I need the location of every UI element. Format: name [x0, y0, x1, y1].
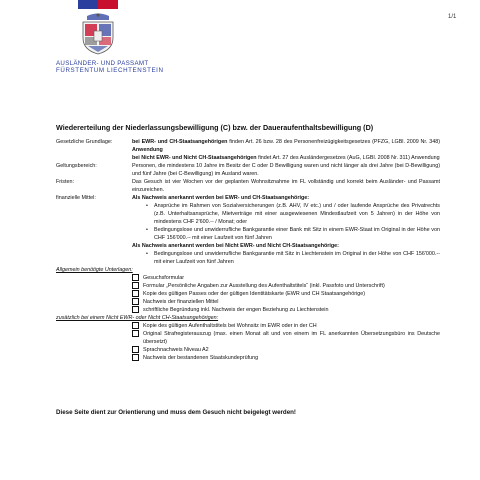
deadline-text: Das Gesuch ist vier Wochen vor der geplanten Wohnsitznahme im FL vollständig und korrekt beim Ausländer- und Passamt einzureichen.	[132, 179, 440, 193]
document-title: Wiedererteilung der Niederlassungsbewilligung (C) bzw. der Daueraufenthaltsbewilligung (D)	[56, 123, 374, 132]
coat-of-arms-icon	[80, 12, 116, 56]
checklist-item-label: Kopie des gültigen Aufenthaltstitels bei Wohnsitz im EWR oder in der CH	[143, 323, 317, 329]
deadline-label: Fristen:	[56, 179, 74, 185]
checklist-item-label: Kopie des gültigen Passes oder der gültigen Identitätskarte (EWR und CH Staatsangehörige)	[143, 291, 366, 297]
legal-ewr-text: finden Art. 26 bzw. 28 des Personenfreizügigkeitsgesetzes (PFZG, LGBl. 2009 Nr. 348)	[227, 139, 440, 145]
scope-text: Personen, die mindestens 10 Jahre im Besitz der C oder D Bewilligung waren und nicht länger als drei Jahre (bei D-Bewilligung) und fünf Jahre (bei C-Bewilligung) im Ausland waren.	[132, 163, 440, 177]
legal-non-ewr-bold: bei Nicht EWR- und Nicht CH-Staatsangehörigen	[132, 155, 257, 161]
checklist-item-label: Formular „Persönliche Angaben zur Ausstellung des Aufenthaltstitels“ (inkl. Passfoto und Unterschrift)	[143, 283, 385, 289]
checklist-item-label: Nachweis der finanziellen Mittel	[143, 299, 219, 305]
checklist-item-label: Sprachnachweis Niveau A2	[143, 347, 209, 353]
list-item	[146, 226, 440, 242]
checklist-item[interactable]	[132, 322, 440, 330]
legal-basis-text	[132, 138, 440, 162]
flag-bar	[78, 0, 118, 9]
checklist-item[interactable]	[132, 330, 440, 346]
finance-ewr-bullet-1: Ansprüche im Rahmen von Sozialversicherungen (z.B. AHV, IV etc.) und / oder laufende Ansprüche des Privatrechts (z.B. Unterhaltsansprüche, Mietverträge mit einer ausgewiesenen Mindestlaufzeit von 5 Jahren) in der Höhe von mindestens CHF 2'600.-- / Monat; oder	[154, 203, 440, 225]
checklist-item-label: Nachweis der bestandenen Staatskundeprüfung	[143, 355, 259, 361]
finance-non-ewr-heading: Als Nachweis anerkannt werden bei Nicht EWR- und Nicht CH-Staatsangehörige:	[132, 243, 339, 249]
checklist-item[interactable]	[132, 354, 440, 362]
flag-blue-stripe	[78, 0, 98, 9]
legal-ewr-bold-end: Anwendung	[132, 147, 163, 153]
scope-row	[56, 162, 440, 178]
finance-ewr-heading: Als Nachweis anerkannt werden bei EWR- und CH-Staatsangehörige:	[132, 195, 310, 201]
bullet-icon: •	[146, 227, 148, 233]
checkbox[interactable]	[132, 330, 139, 337]
finance-text	[132, 194, 440, 266]
office-name	[56, 60, 166, 74]
legal-basis-row	[56, 138, 440, 162]
checkbox[interactable]	[132, 274, 139, 281]
checkbox[interactable]	[132, 282, 139, 289]
checklist-item[interactable]	[132, 282, 440, 290]
office-line-1: AUSLÄNDER- UND PASSAMT	[56, 60, 149, 67]
checkbox[interactable]	[132, 298, 139, 305]
checkbox[interactable]	[132, 354, 139, 361]
checklist-item-label: Original Strafregisterauszug (max. einen Monat alt und von einem im FL anerkannten Übersetzungsbüro ins Deutsche übersetzt)	[143, 331, 440, 345]
scope-label: Geltungsbereich:	[56, 163, 97, 169]
legal-ewr-bold: bei EWR- und CH-Staatsangehörigen	[132, 139, 228, 145]
legal-basis-label: Gesetzliche Grundlage:	[56, 139, 113, 145]
bullet-icon: •	[146, 251, 148, 257]
checklist-item-label: Gesuchsformular	[143, 275, 185, 281]
list-item	[146, 250, 440, 266]
legal-non-ewr-text: findet Art. 27 des Ausländergesetzes (AuG, LGBl. 2008 Nr. 311) Anwendung	[256, 155, 440, 161]
checklist-item[interactable]	[132, 298, 440, 306]
checkbox[interactable]	[132, 346, 139, 353]
checkbox[interactable]	[132, 322, 139, 329]
checklist-item[interactable]	[132, 346, 440, 354]
finance-row	[56, 194, 440, 266]
deadline-row	[56, 178, 440, 194]
checklist-item[interactable]	[132, 274, 440, 282]
checklist-item[interactable]	[132, 306, 440, 314]
finance-ewr-bullet-2: Bedingungslose und unwiderrufliche Bankgarantie einer Bank mit Sitz in einem EWR-Staat im Original in der Höhe von CHF 156'000.-- mit einer Laufzeit von fünf Jahren	[154, 227, 440, 241]
bullet-icon: •	[146, 203, 148, 209]
checkbox[interactable]	[132, 306, 139, 313]
checkbox[interactable]	[132, 290, 139, 297]
general-documents-heading: Allgemein benötigte Unterlagen:	[56, 267, 133, 273]
finance-non-ewr-bullet-1: Bedingungslose und unwiderrufliche Bankgarantie mit Sitz in Liechtenstein im Original in der Höhe von CHF 156'000.-- mit einer Laufzeit von fünf Jahren	[154, 251, 440, 265]
document-body	[56, 138, 440, 362]
footer-note: Diese Seite dient zur Orientierung und muss dem Gesuch nicht beigelegt werden!	[56, 409, 296, 416]
office-line-2: FÜRSTENTUM LIECHTENSTEIN	[56, 67, 164, 74]
extra-documents-heading: zusätzlich bei einem Nicht EWR- oder Nicht CH-Staatsangehörigen:	[56, 315, 219, 321]
flag-red-stripe	[98, 0, 118, 9]
list-item	[146, 202, 440, 226]
checklist-item[interactable]	[132, 290, 440, 298]
page-number: 1/1	[448, 14, 457, 20]
finance-label: finanzielle Mittel:	[56, 195, 96, 201]
checklist-item-label: schriftliche Begründung inkl. Nachweis der engen Beziehung zu Liechtenstein	[143, 307, 329, 313]
